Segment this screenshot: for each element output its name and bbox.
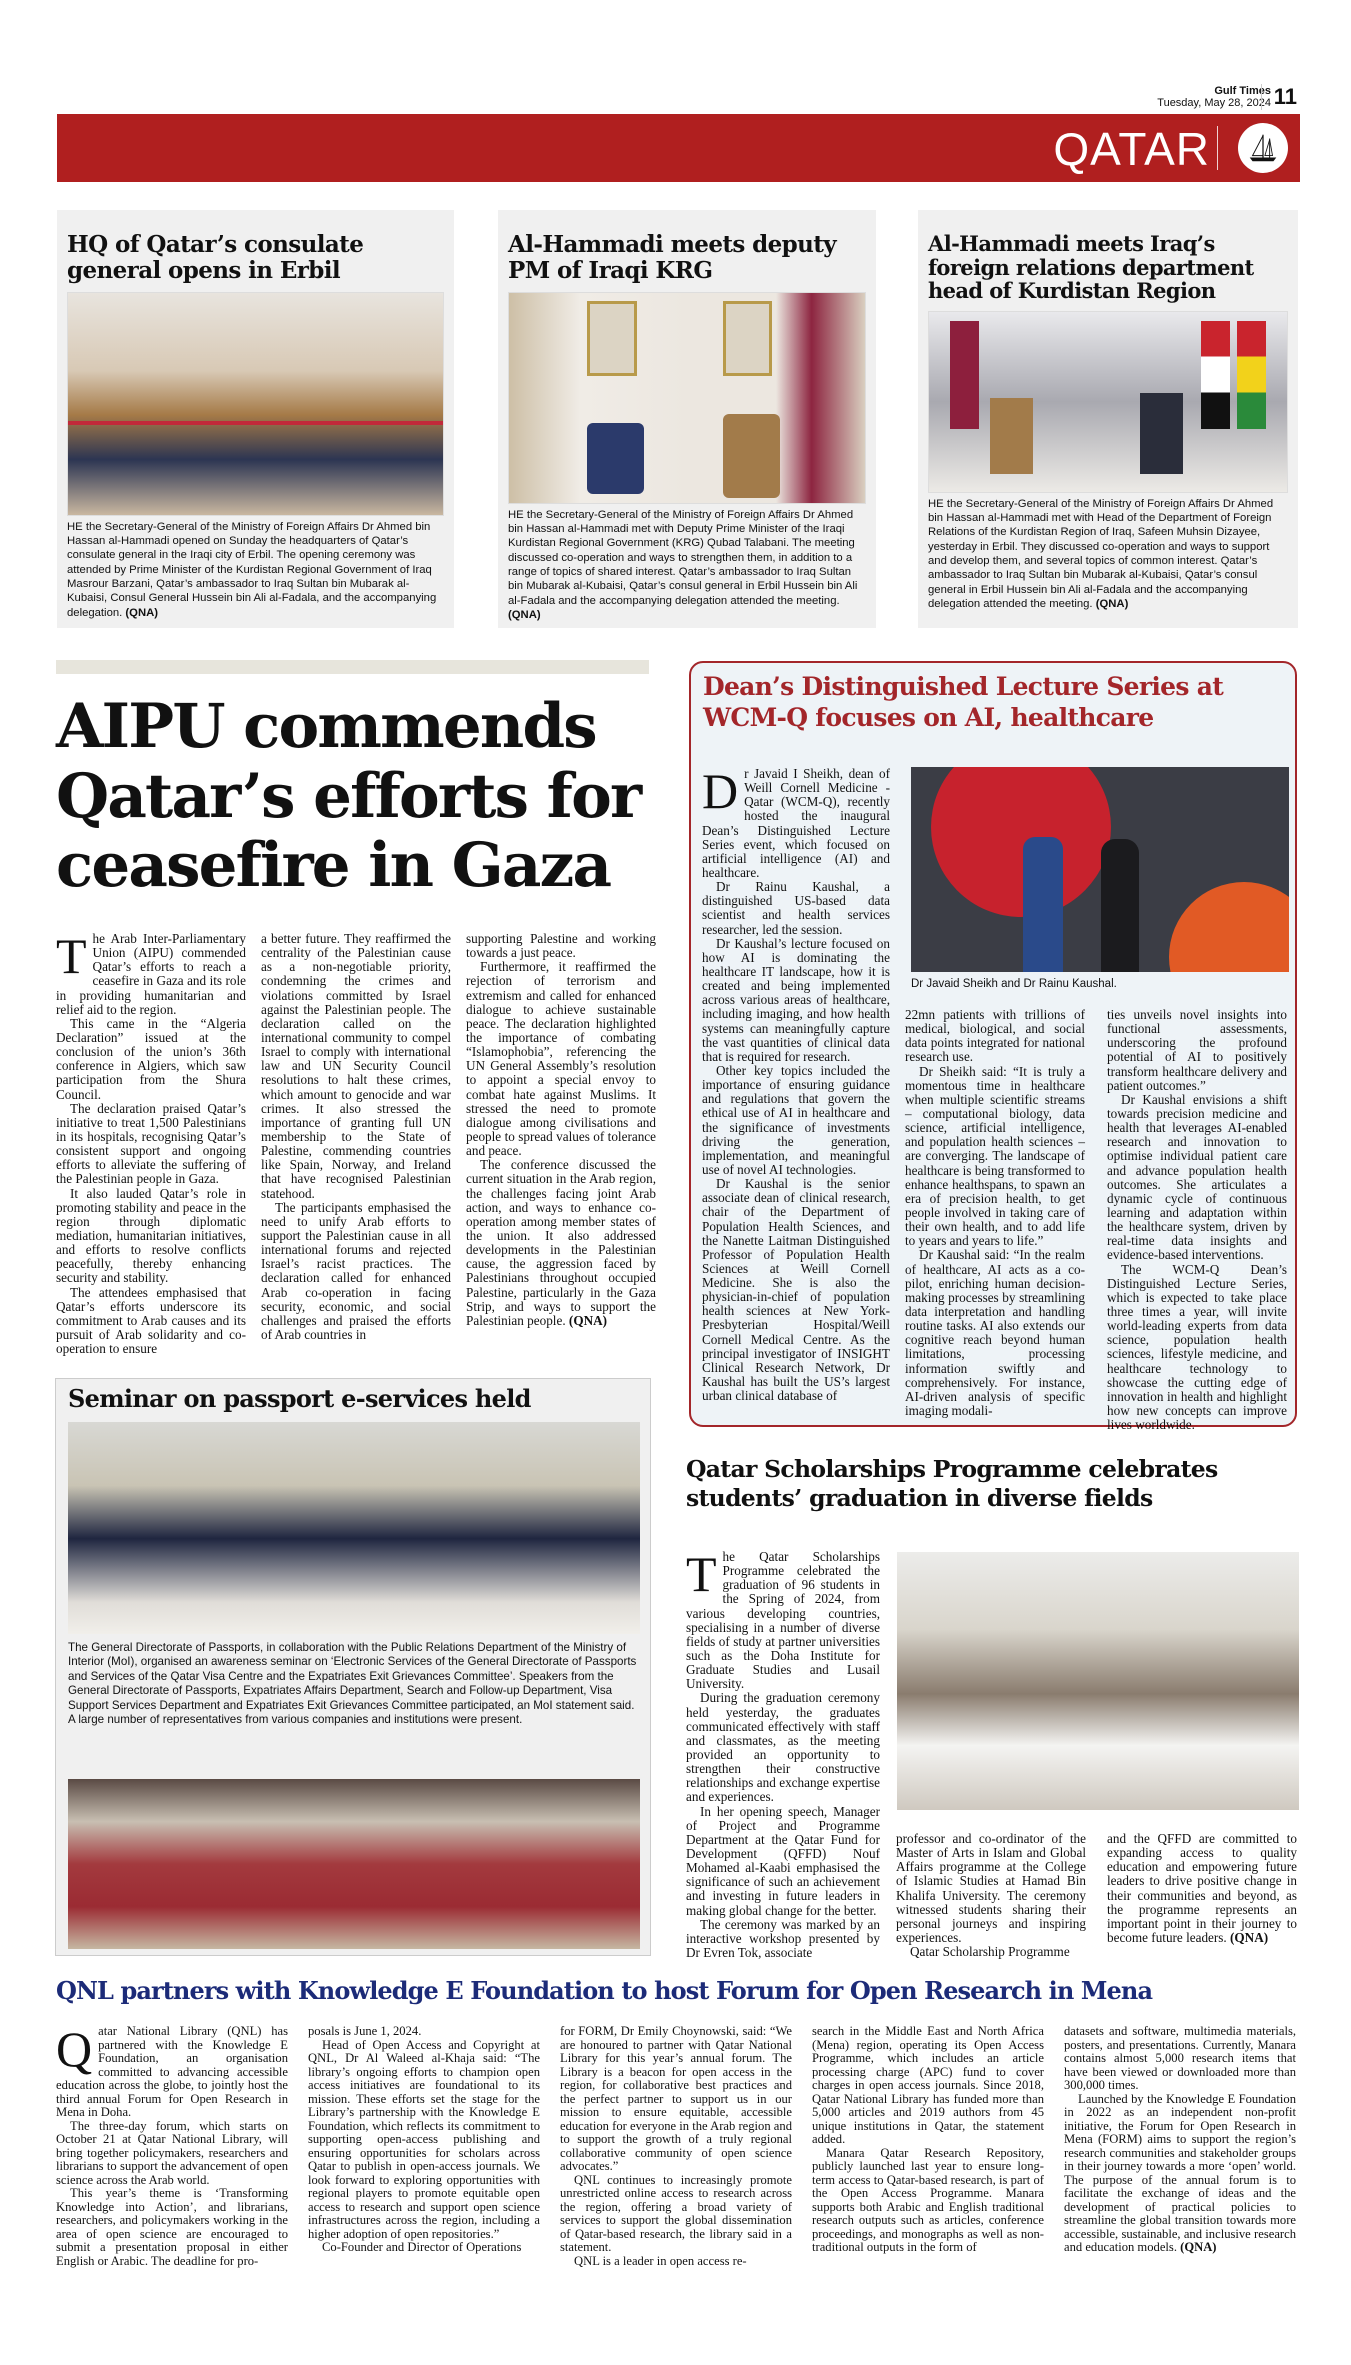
paragraph: The ceremony was marked by an interactive workshop presented by Dr Evren Tok, associate: [686, 1916, 880, 1960]
article-column: [1064, 2025, 1296, 2255]
paragraph: QNL is a leader in open access re-: [574, 2253, 747, 2268]
article-column: [56, 2021, 288, 2268]
paragraph: The participants emphasised the need to unify Arab efforts to support the Palestinian cause in all international forums and rejected Israel’s racist practices. The declaration called for enhanced Arab co-operation in facing security, economic, and social challenges and praised the efforts of Arab countries in: [261, 1199, 451, 1342]
paragraph: he Arab Inter-Parliamentary Union (AIPU) commended Qatar’s efforts to reach a ceasefire in Gaza and its role in providing humanitarian and relief aid to the region.: [56, 931, 246, 1017]
article-column: [1107, 1832, 1297, 1945]
paragraph: It also lauded Qatar’s role in promoting stability and peace in the region through diplomatic mediation, humanitarian initiatives, and efforts to resolve conflicts peacefully, thereby enhancing security and stability.: [56, 1185, 246, 1286]
article-column: [1107, 1008, 1287, 1432]
paragraph: Other key topics included the importance of ensuring guidance and regulations that govern the ethical use of AI in healthcare and the significance of investments driving the generation, implementation, and meaningful use of novel AI technologies.: [702, 1062, 890, 1177]
paragraph: and the QFFD are committed to expanding access to quality education and empowering future leaders to drive positive change in their communities and beyond, as the programme represents an important point in their journey to become future leaders. (QNA): [1107, 1831, 1297, 1945]
dropcap: T: [686, 1546, 717, 1602]
paragraph: search in the Middle East and North Africa (Mena) region, operating its Open Access Programme, which includes an article processing charge (APC) fund to cover charges in open access journals. Since 2018, Qatar National Library has funded more than 5,000 articles and 2019 authors from 45 unique institutions in Qatar, the statement added.: [812, 2024, 1044, 2146]
qnl-headline: QNL partners with Knowledge E Foundation to host Forum for Open Research in Mena: [56, 1976, 1153, 2005]
panel-photo: [68, 1422, 640, 1634]
paragraph: ties unveils novel insights into functional assessments, underscoring the profound potential of AI to positively transform healthcare delivery and patient outcomes.”: [1107, 1007, 1287, 1093]
paragraph: Launched by the Knowledge E Foundation in 2022 as an independent non-profit initiative, the Forum for Open Research in Mena (FORM) aims to support the region’s research communities and stakeholder groups in their journey towards a more ‘open’ world. The purpose of the annual forum is to facilitate the exchange of ideas and the development of practical policies to streamline the global transition towards more accessible, sustainable, and inclusive research and education models. (QNA): [1064, 2091, 1296, 2254]
story-photo: [67, 292, 444, 516]
dhow-icon: [1238, 123, 1288, 173]
story-photo: [928, 311, 1288, 493]
wcmq-headline: Dean’s Distinguished Lecture Series at WCM-Q focuses on AI, healthcare: [703, 672, 1224, 733]
photo-caption: HE the Secretary-General of the Ministry of Foreign Affairs Dr Ahmed bin Hassan al-Hammadi opened on Sunday the headquarters of Qatar’s consulate general in the Iraqi city of Erbil. The opening ceremony was attended by Prime Minister of the Kurdistan Regional Government of Iraq Masrour Barzani, Qatar’s ambassador to Iraq Sultan bin Mubarak al-Kubaisi, Consul General Hussein bin Ali al-Fadala, and the accompanying delegation. (QNA): [67, 520, 437, 619]
seminar-story-box: [55, 1378, 651, 1956]
article-column: [686, 1546, 880, 1960]
paragraph: Furthermore, it reaffirmed the rejection of terrorism and extremism and called for enhanced dialogue to achieve sustainable peace. The declaration highlighted the importance of combating “Islamophobia”, referencing the UN General Assembly’s resolution to appoint a special envoy to combat hate against Muslims. It stressed the need to promote dialogue among civilisations and people to spread values of tolerance and peace.: [466, 959, 656, 1159]
article-column: [560, 2025, 792, 2268]
paragraph: Qatar Scholarship Programme: [910, 1944, 1070, 1960]
photo-caption: HE the Secretary-General of the Ministry of Foreign Affairs Dr Ahmed bin Hassan al-Hammadi met with Head of the Department of Foreign Relations of the Kurdistan Region of Iraq, Safeen Muhsin Dizayee, yesterday in Erbil. They discussed co-operation and ways to support and develop them, and several topics of common interest. Qatar’s ambassador to Iraq Sultan bin Mubarak al-Kubaisi, Qatar’s consul general in Erbil Hussein bin Ali al-Fadala and the accompanying delegation attended the meeting. (QNA): [928, 497, 1274, 610]
story-deputy-pm-krg: [498, 210, 876, 628]
aipu-headline: AIPU commends Qatar’s efforts for ceasefire in Gaza: [56, 691, 641, 902]
article-column: [466, 932, 656, 1328]
paragraph: This came in the “Algeria Declaration” issued at the conclusion of the union’s 36th conference in Algiers, which saw participation from the Shura Council.: [56, 1015, 246, 1102]
paragraph: for FORM, Dr Emily Choynowski, said: “We are honoured to partner with Qatar National Library for this year’s annual forum. The Library is a beacon for open access in the region, for collaborative best practices and the perfect partner to support us in our mission to ensure equitable, accessible education for everyone in the Arab region and to support the growth of a truly regional collaborative community of open science advocates.”: [560, 2024, 792, 2173]
divider-rule: [56, 660, 649, 674]
photo-caption: The General Directorate of Passports, in collaboration with the Public Relations Department of the Ministry of Interior (MoI), organised an awareness seminar on ‘Electronic Services of the General Directorate of Passports and Services of the Qatar Visa Centre and the Expatriates Exit Grievances Committee’. Speakers from the General Directorate of Passports, Expatriates Affairs Department, Search and Follow-up Department, Visa Support Services Department and Expatriates Exit Grievances Committee participated, an MoI statement said. A large number of representatives from various companies and institutions were present.: [68, 1641, 637, 1727]
paragraph: Head of Open Access and Copyright at QNL, Dr Al Waleed al-Khaja said: “The library’s ongoing efforts to champion open access initiatives are foundational to its mission. These efforts set the stage for the Library’s partnership with the Knowledge E Foundation, which reflects its commitment to supporting open-access publishing and ensuring opportunities for scholars across Qatar to publish in open-access journals. We look forward to exploring opportunities with regional players to promote equitable open access to research and support open science infrastructures across the region, including a higher adoption of open repositories.”: [308, 2037, 540, 2241]
paragraph: Manara Qatar Research Repository, publicly launched last year to ensure long-term access to Qatar-based research, is part of the Open Access Programme. Manara supports both Arabic and English traditional research outputs such as articles, conference proceedings, and monographs as well as non-traditional outputs in the form of: [812, 2145, 1044, 2254]
article-column: [261, 932, 451, 1342]
paragraph: QNL continues to increasingly promote unrestricted online access to research across the region, offering a broad variety of services to support the global dissemination of Qatar-based research, the library said in a statement.: [560, 2172, 792, 2254]
paragraph: datasets and software, multimedia materials, posters, and presentations. Currently, Manara contains almost 5,000 research items that have been viewed or downloaded more than 300,000 times.: [1064, 2024, 1296, 2092]
paragraph: This year’s theme is ‘Transforming Knowledge into Action’, and librarians, researchers, and policymakers working in the area of open science are encouraged to submit a presentation proposal in either English or Arabic. The deadline for pro-: [56, 2186, 288, 2268]
paragraph: he Qatar Scholarships Programme celebrated the graduation of 96 students in the Spring of 2024, from various developing countries, specialising in a number of diverse fields of study at partner universities such as the Doha Institute for Graduate Studies and Lusail University.: [686, 1549, 880, 1692]
paragraph: posals is June 1, 2024.: [308, 2024, 422, 2038]
article-column: [702, 763, 890, 1404]
story-photo: [508, 292, 866, 504]
article-column: [56, 928, 246, 1357]
story-kurdistan-foreign-relations: [918, 210, 1298, 628]
banner-divider: [1217, 126, 1218, 170]
paper-name: Gulf Times: [1214, 85, 1271, 97]
story-headline: HQ of Qatar’s consulate general opens in Erbil: [67, 231, 364, 284]
paragraph: Dr Kaushal envisions a shift towards precision medicine and health that leverages AI-enabled research and innovation to optimise individual patient care and advance population health outcomes. She articulates a dynamic cycle of continuous learning and adaptation within the healthcare system, driven by real-time data insights and evidence-based interventions.: [1107, 1091, 1287, 1263]
paragraph: r Javaid I Sheikh, dean of Weill Cornell Medicine - Qatar (WCM-Q), recently hosted the inaugural Dean’s Distinguished Lecture Series event, which focused on artificial intelligence (AI) and healthcare.: [702, 766, 890, 880]
paragraph: Co-Founder and Director of Operations: [322, 2240, 522, 2254]
story-headline: Al-Hammadi meets deputy PM of Iraqi KRG: [508, 231, 837, 284]
dropcap: T: [56, 928, 87, 984]
wcmq-photo: [911, 767, 1289, 972]
wcmq-feature-box: [689, 661, 1297, 1433]
paragraph: In her opening speech, Manager of Project and Programme Department at the Qatar Fund for Development (QFFD) Nouf Mohamed al-Kaabi emphasised the significance of such an achievement and investing in future leaders in making global change for the better.: [686, 1803, 880, 1918]
paragraph: Dr Rainu Kaushal, a distinguished US-based data scientist and health services researcher, led the session.: [702, 879, 890, 937]
masthead-info: [1157, 86, 1271, 109]
paragraph: Dr Sheikh said: “It is truly a momentous time in healthcare when multiple scientific streams – computational biology, data science, artificial intelligence, and population health sciences – are converging. The landscape of healthcare is being transformed to enhance healthspans, to spawn an era of precision health, to get people involved in taking care of their own health, and to add life to years and years to life.”: [905, 1063, 1085, 1249]
audience-photo: [68, 1779, 640, 1949]
paragraph: supporting Palestine and working towards a just peace.: [466, 931, 656, 961]
paragraph: The declaration praised Qatar’s initiative to treat 1,500 Palestinians in its hospitals, recognising Qatar’s consistent support and ongoing efforts to alleviate the suffering of the Palestinian people in Gaza.: [56, 1100, 246, 1187]
paragraph: atar National Library (QNL) has partnered with the Knowledge E Foundation, an organisation committed to advancing accessible education across the globe, to jointly host the third annual Forum for Open Research in Mena in Doha.: [56, 2024, 288, 2119]
scholarships-headline: Qatar Scholarships Programme celebrates students’ graduation in diverse fields: [686, 1455, 1218, 1513]
article-column: [896, 1832, 1086, 1959]
page-number: 11: [1261, 84, 1297, 110]
dropcap: D: [702, 763, 739, 819]
photo-caption: HE the Secretary-General of the Ministry of Foreign Affairs Dr Ahmed bin Hassan al-Hammadi met with Deputy Prime Minister of the Iraqi Kurdistan Regional Government (KRG) Qubad Talabani. The meeting discussed co-operation and ways to strengthen them, in addition to a range of topics of shared interest. Qatar’s ambassador to Iraq Sultan bin Mubarak al-Kubaisi, Qatar’s consul general in Erbil Hussein bin Ali al-Fadala and the accompanying delegation attended the meeting. (QNA): [508, 508, 858, 621]
paragraph: The WCM-Q Dean’s Distinguished Lecture Series, which is expected to take place three times a year, will invite world-leading experts from data science, population health sciences, lifestyle medicine, and healthcare technology to showcase the cutting edge of innovation in health and highlight how new concepts can improve lives worldwide.: [1107, 1261, 1287, 1433]
story-headline: Al-Hammadi meets Iraq’s foreign relations department head of Kurdistan Region: [928, 231, 1254, 304]
photo-caption: Dr Javaid Sheikh and Dr Rainu Kaushal.: [911, 978, 1117, 990]
graduation-photo: [897, 1552, 1299, 1810]
section-banner: [57, 114, 1300, 182]
paragraph: During the graduation ceremony held yesterday, the graduates communicated effectively with staff and classmates, as the meeting provided an opportunity to strengthen their constructive relationships and exchange expertise and experiences.: [686, 1690, 880, 1805]
issue-date: Tuesday, May 28, 2024: [1157, 96, 1271, 109]
paragraph: Dr Kaushal is the senior associate dean of clinical research, chair of the Department of Population Health Sciences, and the Nanette Laitman Distinguished Professor of Population Health Sciences at Weill Cornell Medicine. She is also the physician-in-chief of population health sciences at New York-Presbyterian Hospital/Weill Cornell Medical Centre. As the principal investigator of INSIGHT Clinical Research Network, Dr Kaushal has built the US’s largest urban clinical database of: [702, 1176, 890, 1404]
seminar-headline: Seminar on passport e-services held: [68, 1384, 531, 1413]
dropcap: Q: [56, 2021, 93, 2077]
paragraph: The attendees emphasised that Qatar’s efforts underscore its commitment to Arab causes and its pursuit of Arab solidarity and co-operation to ensure: [56, 1284, 246, 1357]
paragraph: professor and co-ordinator of the Master of Arts in Islam and Global Affairs programme at the College of Islamic Studies at Hamad Bin Khalifa University. The ceremony witnessed students sharing their personal journeys and inspiring experiences.: [896, 1831, 1086, 1945]
story-consulate-erbil: [57, 210, 454, 628]
article-column: [812, 2025, 1044, 2255]
article-column: [905, 1008, 1085, 1418]
paragraph: a better future. They reaffirmed the centrality of the Palestinian cause as a non-negotiable priority, condemning the crimes and violations committed by Israel against the Palestinian people. The declaration called on the international community to compel Israel to comply with international law and UN Security Council resolutions to halt these crimes, which amount to genocide and war crimes. It also stressed the importance of granting full UN membership to the State of Palestine, commending countries like Spain, Norway, and Ireland that have recognised Palestinian statehood.: [261, 931, 451, 1201]
paragraph: Dr Kaushal’s lecture focused on how AI is dominating the healthcare IT landscape, how it is created and being implemented across various areas of healthcare, including imaging, and how health systems can meaningfully capture the vast quantities of clinical data that is required for research.: [702, 935, 890, 1064]
paragraph: The conference discussed the current situation in the Arab region, the challenges facing joint Arab action, and ways to enhance co-operation among member states of the union. It also addressed developments in the Palestinian cause, the aggression faced by Palestinians throughout occupied Palestine, particularly in the Gaza Strip, and ways to support the Palestinian people. (QNA): [466, 1157, 656, 1328]
article-column: [308, 2025, 540, 2255]
section-name: QATAR: [1053, 123, 1210, 175]
paragraph: Dr Kaushal said: “In the realm of healthcare, AI acts as a co-pilot, enriching human decision-making processes by streamlining data interpretation and handling routine tasks. AI also extends our cognitive reach beyond human limitations, processing information swiftly and comprehensively. For instance, AI-driven analysis of specific imaging modali-: [905, 1247, 1085, 1418]
paragraph: The three-day forum, which starts on October 21 at Qatar National Library, will bring together policymakers, researchers and librarians to support the advancement of open science across the Arab world.: [56, 2118, 288, 2187]
paragraph: 22mn patients with trillions of medical, biological, and social data points integrated for national research use.: [905, 1007, 1085, 1065]
